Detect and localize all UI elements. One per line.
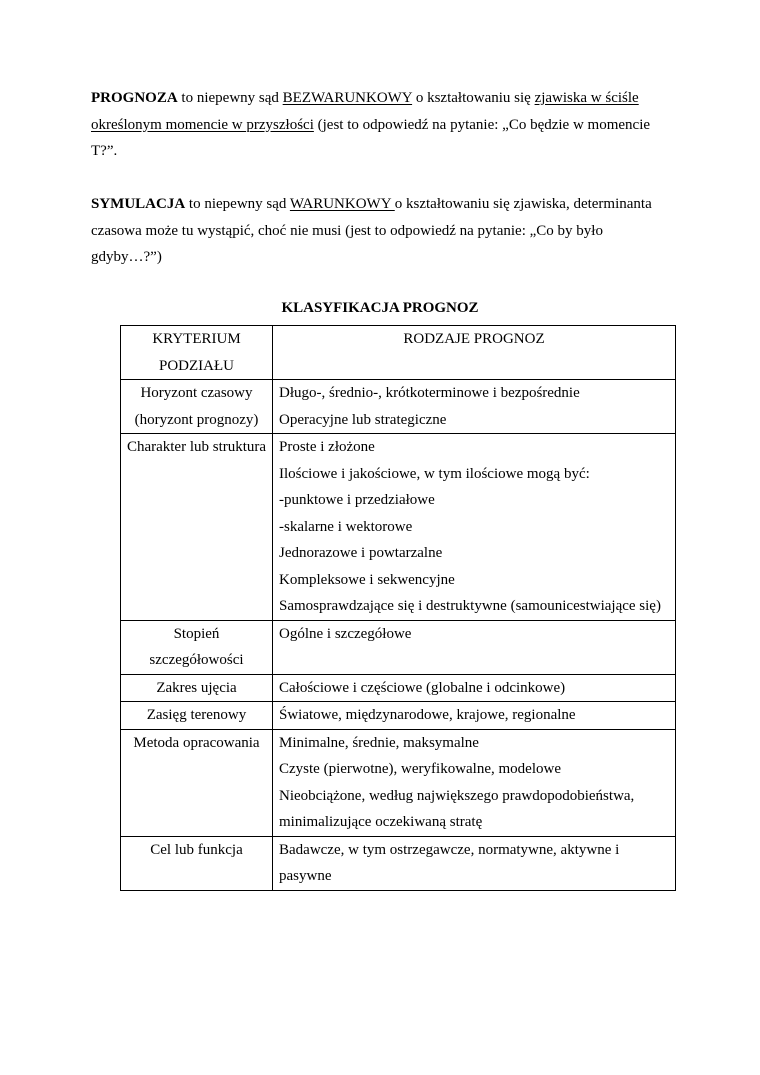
header-criterion-line: PODZIAŁU: [159, 357, 234, 374]
symulacja-text-2: o kształtowaniu się zjawiska, determinanta czasowa może tu wystąpić, choć nie musi (jest to odpowiedź na pytanie: „Co by było gdyby…?”): [91, 196, 652, 265]
table-row: [121, 380, 676, 434]
type-item: Nieobciążone, według największego prawdopodobieństwa, minimalizujące oczekiwaną stratę: [279, 787, 635, 830]
criterion-line: Stopień: [173, 625, 220, 642]
criterion-cell: [121, 702, 273, 730]
symulacja-underline-1: WARUNKOWY: [289, 196, 395, 212]
table-row: [121, 620, 676, 674]
prognoza-underline-1: BEZWARUNKOWY: [282, 90, 413, 106]
table-row: [121, 836, 676, 890]
criterion-cell: [121, 620, 273, 674]
prognoza-term: PROGNOZA: [91, 90, 178, 106]
criterion-line: Charakter lub struktura: [126, 439, 267, 455]
table-header-row: [121, 326, 676, 380]
criterion-line: Metoda opracowania: [133, 734, 260, 751]
type-item: -punktowe i przedziałowe: [279, 492, 435, 508]
type-item: Minimalne, średnie, maksymalne: [279, 734, 479, 751]
type-item: Światowe, międzynarodowe, krajowe, regionalne: [279, 707, 576, 723]
header-types-cell: [273, 326, 676, 380]
type-item: Całościowe i częściowe (globalne i odcinkowe): [279, 679, 566, 696]
prognoza-underline-2: zjawiska w ściśle określonym momencie w przyszłości: [91, 90, 639, 133]
table-row: [121, 702, 676, 730]
type-item: -skalarne i wektorowe: [279, 518, 413, 535]
header-types-label: RODZAJE PROGNOZ: [403, 331, 545, 347]
criterion-line: (horyzont prognozy): [134, 411, 259, 428]
header-criterion-line: KRYTERIUM: [152, 331, 241, 347]
type-item: Samosprawdzające się i destruktywne (samounicestwiające się): [279, 598, 661, 614]
symulacja-text-1: to niepewny sąd: [185, 196, 290, 212]
prognoza-text-2: o kształtowaniu się: [412, 90, 535, 106]
criterion-cell: [121, 836, 273, 890]
type-item: Ilościowe i jakościowe, w tym ilościowe mogą być:: [279, 465, 590, 482]
types-cell: [273, 702, 676, 730]
criterion-cell: [121, 674, 273, 702]
symulacja-definition: [91, 191, 669, 271]
table-row: [121, 674, 676, 702]
types-cell: [273, 434, 676, 621]
criterion-cell: [121, 380, 273, 434]
prognoza-definition: [91, 85, 669, 165]
type-item: Badawcze, w tym ostrzegawcze, normatywne, aktywne i pasywne: [279, 841, 620, 884]
types-cell: [273, 729, 676, 836]
criterion-line: Cel lub funkcja: [150, 841, 243, 858]
criterion-line: Zasięg terenowy: [146, 707, 247, 723]
types-cell: [273, 836, 676, 890]
type-item: Operacyjne lub strategiczne: [279, 411, 447, 428]
type-item: Jednorazowe i powtarzalne: [279, 545, 443, 561]
prognoza-text-3: (jest to odpowiedź na pytanie: „Co będzie w momencie T?”.: [91, 116, 651, 159]
type-item: Proste i złożone: [279, 439, 375, 455]
criterion-line: Zakres ujęcia: [156, 679, 237, 696]
table-row: [121, 729, 676, 836]
criterion-line: Horyzont czasowy: [140, 385, 253, 401]
prognoza-text-1: to niepewny sąd: [177, 90, 283, 106]
type-item: Kompleksowe i sekwencyjne: [279, 571, 455, 588]
table-row: [121, 434, 676, 621]
types-cell: [273, 674, 676, 702]
header-criterion-cell: [121, 326, 273, 380]
types-cell: [273, 620, 676, 674]
criterion-line: szczegółowości: [149, 652, 244, 668]
type-item: Czyste (pierwotne), weryfikowalne, modelowe: [279, 761, 561, 777]
symulacja-term: SYMULACJA: [91, 196, 186, 212]
type-item: Długo-, średnio-, krótkoterminowe i bezpośrednie: [279, 385, 580, 401]
criterion-cell: [121, 729, 273, 836]
types-cell: [273, 380, 676, 434]
table-title: KLASYFIKACJA PROGNOZ: [281, 300, 479, 316]
type-item: Ogólne i szczegółowe: [279, 625, 412, 642]
classification-table: [120, 325, 676, 891]
criterion-cell: [121, 434, 273, 621]
